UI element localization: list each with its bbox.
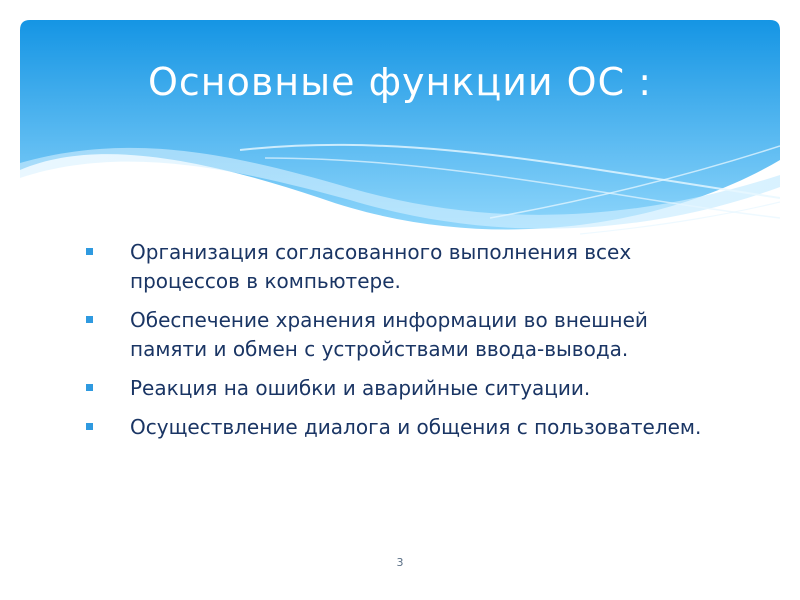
bullet-item <box>78 413 718 442</box>
bullet-text: Обеспечение хранения информации во внешней памяти и обмен с устройствами ввода-вывода. <box>130 308 648 361</box>
square-bullet-icon <box>86 316 93 323</box>
bullet-item <box>78 238 718 296</box>
square-bullet-icon <box>86 248 93 255</box>
bullet-item <box>78 306 718 364</box>
bullet-text: Реакция на ошибки и аварийные ситуации. <box>130 376 591 400</box>
bullet-list <box>78 238 718 452</box>
square-bullet-icon <box>86 384 93 391</box>
bullet-text: Организация согласованного выполнения всех процессов в компьютере. <box>130 240 632 293</box>
square-bullet-icon <box>86 423 93 430</box>
wave-background <box>20 20 780 240</box>
slide-title: Основные функции ОС : <box>147 60 653 104</box>
bullet-item <box>78 374 718 403</box>
header-banner <box>20 20 780 240</box>
page-number: 3 <box>396 556 404 569</box>
bullet-text: Осуществление диалога и общения с пользователем. <box>130 415 702 439</box>
